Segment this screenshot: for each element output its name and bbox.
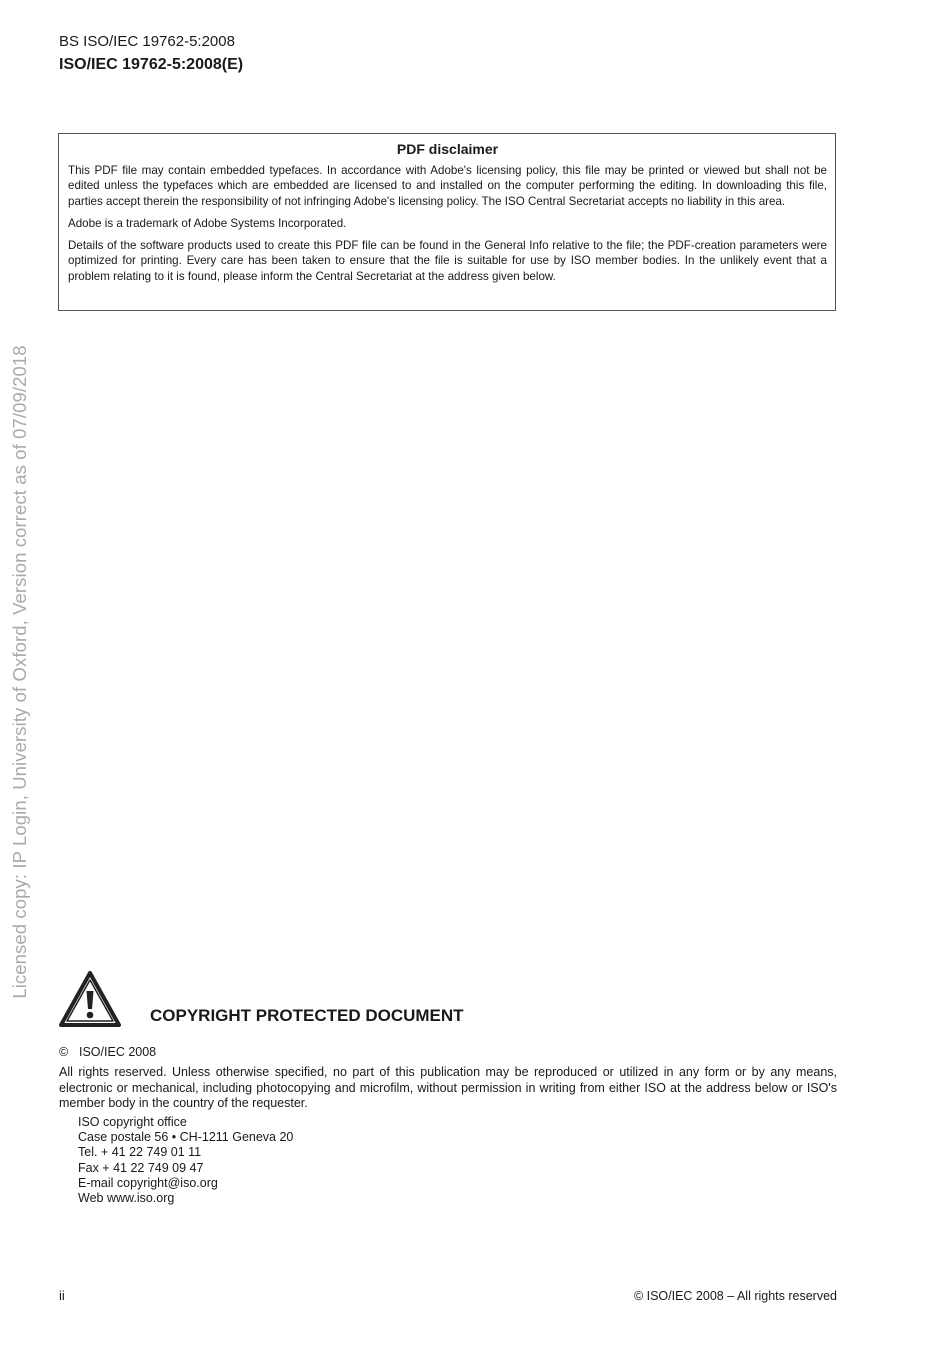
pdf-disclaimer-box (58, 133, 836, 311)
copyright-notice (59, 1045, 156, 1059)
header-standard-bs: BS ISO/IEC 19762-5:2008 (59, 33, 235, 50)
office-fax: Fax + 41 22 749 09 47 (78, 1160, 204, 1175)
copyright-protected-title: COPYRIGHT PROTECTED DOCUMENT (150, 1006, 464, 1025)
rights-statement: All rights reserved. Unless otherwise specified, no part of this publication may be reproduced or utilized in any form or by any means, electronic or mechanical, including photocopying and microfilm, without permission in writing from either ISO at the address below or ISO's member body in the country of the requester. (59, 1065, 837, 1110)
office-email: E-mail copyright@iso.org (78, 1175, 218, 1190)
page-number: ii (59, 1288, 65, 1303)
office-telephone: Tel. + 41 22 749 01 11 (78, 1145, 202, 1160)
disclaimer-paragraph-typefaces: This PDF file may contain embedded typefaces. In accordance with Adobe's licensing policy, this file may be printed or viewed but shall not be edited unless the typefaces which are embedded are licensed to and installed on the computer performing the editing. In downloading this file, parties accept therein the responsibility of not infringing Adobe's licensing policy. The ISO Central Secretariat accepts no liability in this area. (68, 164, 827, 208)
license-watermark: Licensed copy: IP Login, University of Oxford, Version correct as of 07/09/2018 (9, 345, 30, 999)
header-standard-iso: ISO/IEC 19762-5:2008(E) (59, 56, 244, 73)
footer-rights: © ISO/IEC 2008 – All rights reserved (633, 1289, 837, 1303)
copyright-holder: ISO/IEC 2008 (79, 1045, 157, 1059)
office-postal-address: Case postale 56 • CH-1211 Geneva 20 (78, 1130, 294, 1145)
copyright-symbol: © (59, 1045, 69, 1059)
disclaimer-paragraph-trademark: Adobe is a trademark of Adobe Systems Incorporated. (68, 216, 347, 230)
pdf-disclaimer-title: PDF disclaimer (396, 141, 499, 157)
office-name: ISO copyright office (78, 1115, 187, 1129)
disclaimer-paragraph-software: Details of the software products used to create this PDF file can be found in the General Info relative to the file; the PDF-creation parameters were optimized for printing. Every care has been taken to ensure that the file is suitable for use by ISO member bodies. In the unlikely event that a problem relating to it is found, please inform the Central Secretariat at the address given below. (68, 239, 827, 283)
iso-office-address (78, 1115, 293, 1206)
office-web: Web www.iso.org (78, 1191, 175, 1206)
warning-triangle-icon (58, 970, 122, 1028)
